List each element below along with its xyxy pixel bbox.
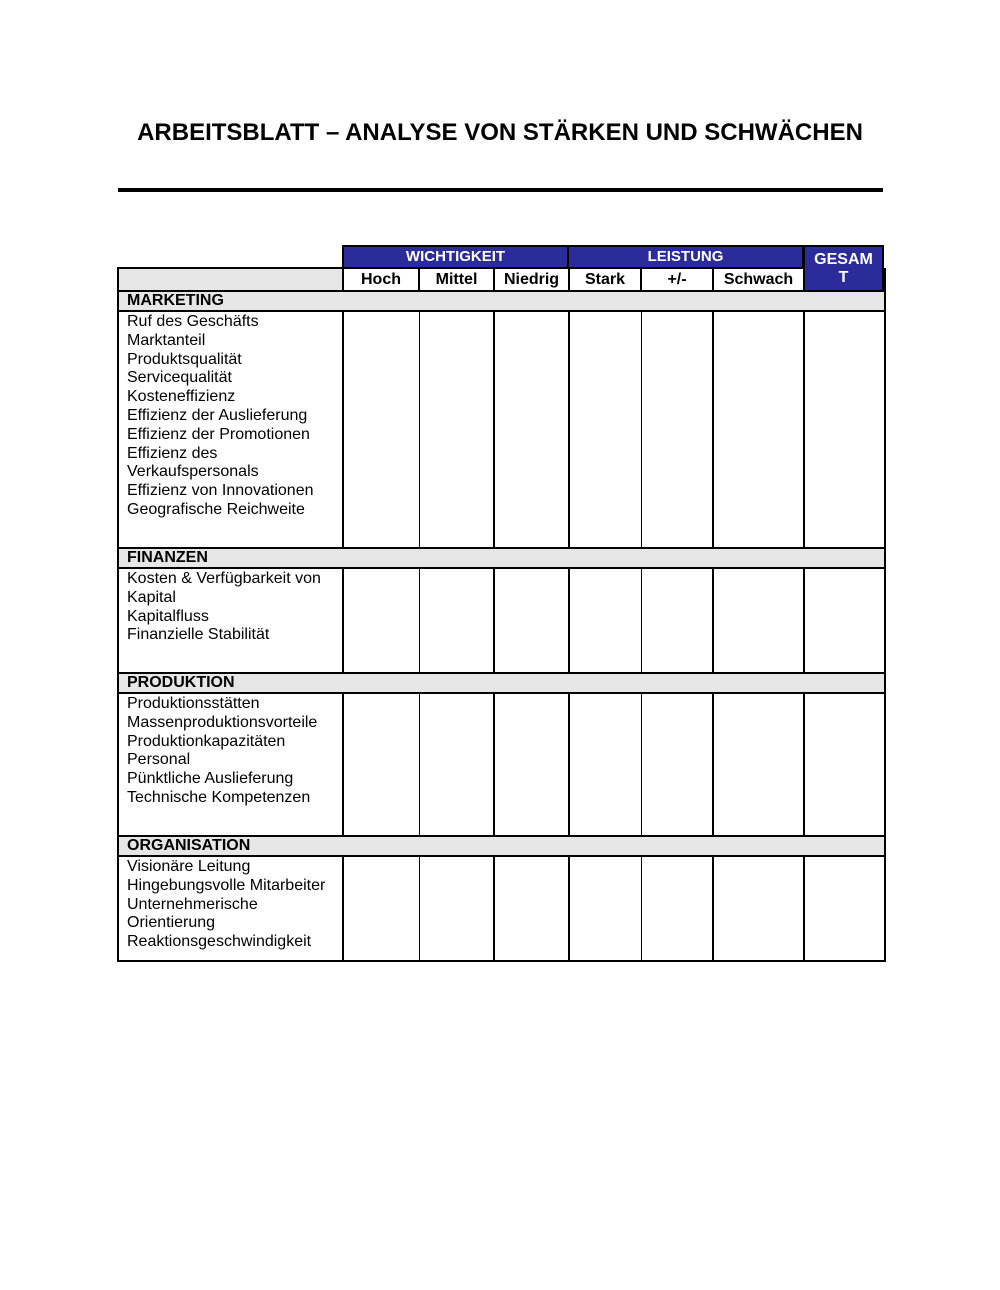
category-row <box>118 673 885 693</box>
col-hoch: Hoch <box>343 268 419 291</box>
rating-cell-mittel[interactable] <box>419 856 494 961</box>
rating-cell-schwach[interactable] <box>713 568 804 673</box>
rating-cell-niedrig[interactable] <box>494 856 569 961</box>
rating-cell-hoch[interactable] <box>343 856 419 961</box>
performance-header: LEISTUNG <box>567 245 804 269</box>
criteria-header-cell <box>118 268 343 291</box>
criteria-item: Geografische Reichweite <box>127 500 305 518</box>
category-row <box>118 836 885 856</box>
rating-cell-total[interactable] <box>804 693 885 836</box>
rating-cell-niedrig[interactable] <box>494 568 569 673</box>
rating-cell-plusminus[interactable] <box>641 693 713 836</box>
rating-cell-plusminus[interactable] <box>641 568 713 673</box>
category-label: ORGANISATION <box>118 836 885 856</box>
criteria-item: Effizienz des <box>127 444 218 462</box>
criteria-item: Hingebungsvolle Mitarbeiter <box>127 876 326 894</box>
criteria-row <box>118 693 885 836</box>
criteria-item: Verkaufspersonals <box>127 463 259 481</box>
criteria-list <box>118 311 343 548</box>
total-header-line2: T <box>838 269 849 286</box>
criteria-item: Orientierung <box>127 914 216 932</box>
rating-cell-hoch[interactable] <box>343 311 419 548</box>
rating-cell-stark[interactable] <box>569 568 641 673</box>
col-niedrig: Niedrig <box>494 268 569 291</box>
criteria-item: Kapitalfluss <box>127 607 209 625</box>
rating-cell-schwach[interactable] <box>713 856 804 961</box>
rating-cell-mittel[interactable] <box>419 693 494 836</box>
criteria-list <box>118 693 343 836</box>
col-total-spacer <box>804 268 885 291</box>
criteria-item: Technische Kompetenzen <box>127 788 311 806</box>
criteria-item: Kapital <box>127 588 176 606</box>
criteria-item: Finanzielle Stabilität <box>127 626 270 644</box>
rating-cell-total[interactable] <box>804 311 885 548</box>
analysis-table <box>117 267 886 962</box>
criteria-item: Produktsqualität <box>127 350 242 368</box>
title-rule <box>118 188 883 192</box>
rating-cell-hoch[interactable] <box>343 568 419 673</box>
rating-cell-mittel[interactable] <box>419 311 494 548</box>
criteria-item: Kosteneffizienz <box>127 388 236 406</box>
criteria-item: Effizienz der Promotionen <box>127 425 310 443</box>
category-label: FINANZEN <box>118 548 885 568</box>
criteria-item: Effizienz der Auslieferung <box>127 406 308 424</box>
col-mittel: Mittel <box>419 268 494 291</box>
criteria-item: Marktanteil <box>127 331 206 349</box>
rating-cell-total[interactable] <box>804 568 885 673</box>
criteria-item: Effizienz von Innovationen <box>127 482 314 500</box>
rating-cell-niedrig[interactable] <box>494 311 569 548</box>
rating-cell-schwach[interactable] <box>713 311 804 548</box>
col-schwach: Schwach <box>713 268 804 291</box>
criteria-row <box>118 568 885 673</box>
total-header-line1: GESAM <box>814 251 873 268</box>
criteria-item: Servicequalität <box>127 369 232 387</box>
criteria-item: Visionäre Leitung <box>127 858 251 875</box>
criteria-row <box>118 311 885 548</box>
criteria-item: Produktionkapazitäten <box>127 732 286 750</box>
rating-cell-plusminus[interactable] <box>641 856 713 961</box>
criteria-item: Produktionsstätten <box>127 695 260 712</box>
category-label: PRODUKTION <box>118 673 885 693</box>
criteria-item: Unternehmerische <box>127 895 258 913</box>
criteria-item: Pünktliche Auslieferung <box>127 770 294 788</box>
rating-cell-niedrig[interactable] <box>494 693 569 836</box>
col-plusminus: +/- <box>641 268 713 291</box>
criteria-row <box>118 856 885 961</box>
category-row <box>118 291 885 311</box>
rating-cell-total[interactable] <box>804 856 885 961</box>
rating-cell-stark[interactable] <box>569 693 641 836</box>
col-stark: Stark <box>569 268 641 291</box>
rating-cell-stark[interactable] <box>569 856 641 961</box>
page-title: ARBEITSBLATT – ANALYSE VON STÄRKEN UND SCHWÄCHEN <box>137 119 863 146</box>
category-row <box>118 548 885 568</box>
criteria-item: Ruf des Geschäfts <box>127 313 259 330</box>
criteria-item: Massenproduktionsvorteile <box>127 713 318 731</box>
rating-cell-mittel[interactable] <box>419 568 494 673</box>
rating-cell-schwach[interactable] <box>713 693 804 836</box>
category-label: MARKETING <box>118 291 885 311</box>
importance-header: WICHTIGKEIT <box>342 245 569 269</box>
criteria-item: Reaktionsgeschwindigkeit <box>127 933 312 951</box>
criteria-item: Kosten & Verfügbarkeit von <box>127 570 321 587</box>
criteria-item: Personal <box>127 751 191 769</box>
column-header-row <box>118 268 885 291</box>
criteria-list <box>118 568 343 673</box>
rating-cell-hoch[interactable] <box>343 693 419 836</box>
criteria-list <box>118 856 343 961</box>
rating-cell-plusminus[interactable] <box>641 311 713 548</box>
rating-cell-stark[interactable] <box>569 311 641 548</box>
